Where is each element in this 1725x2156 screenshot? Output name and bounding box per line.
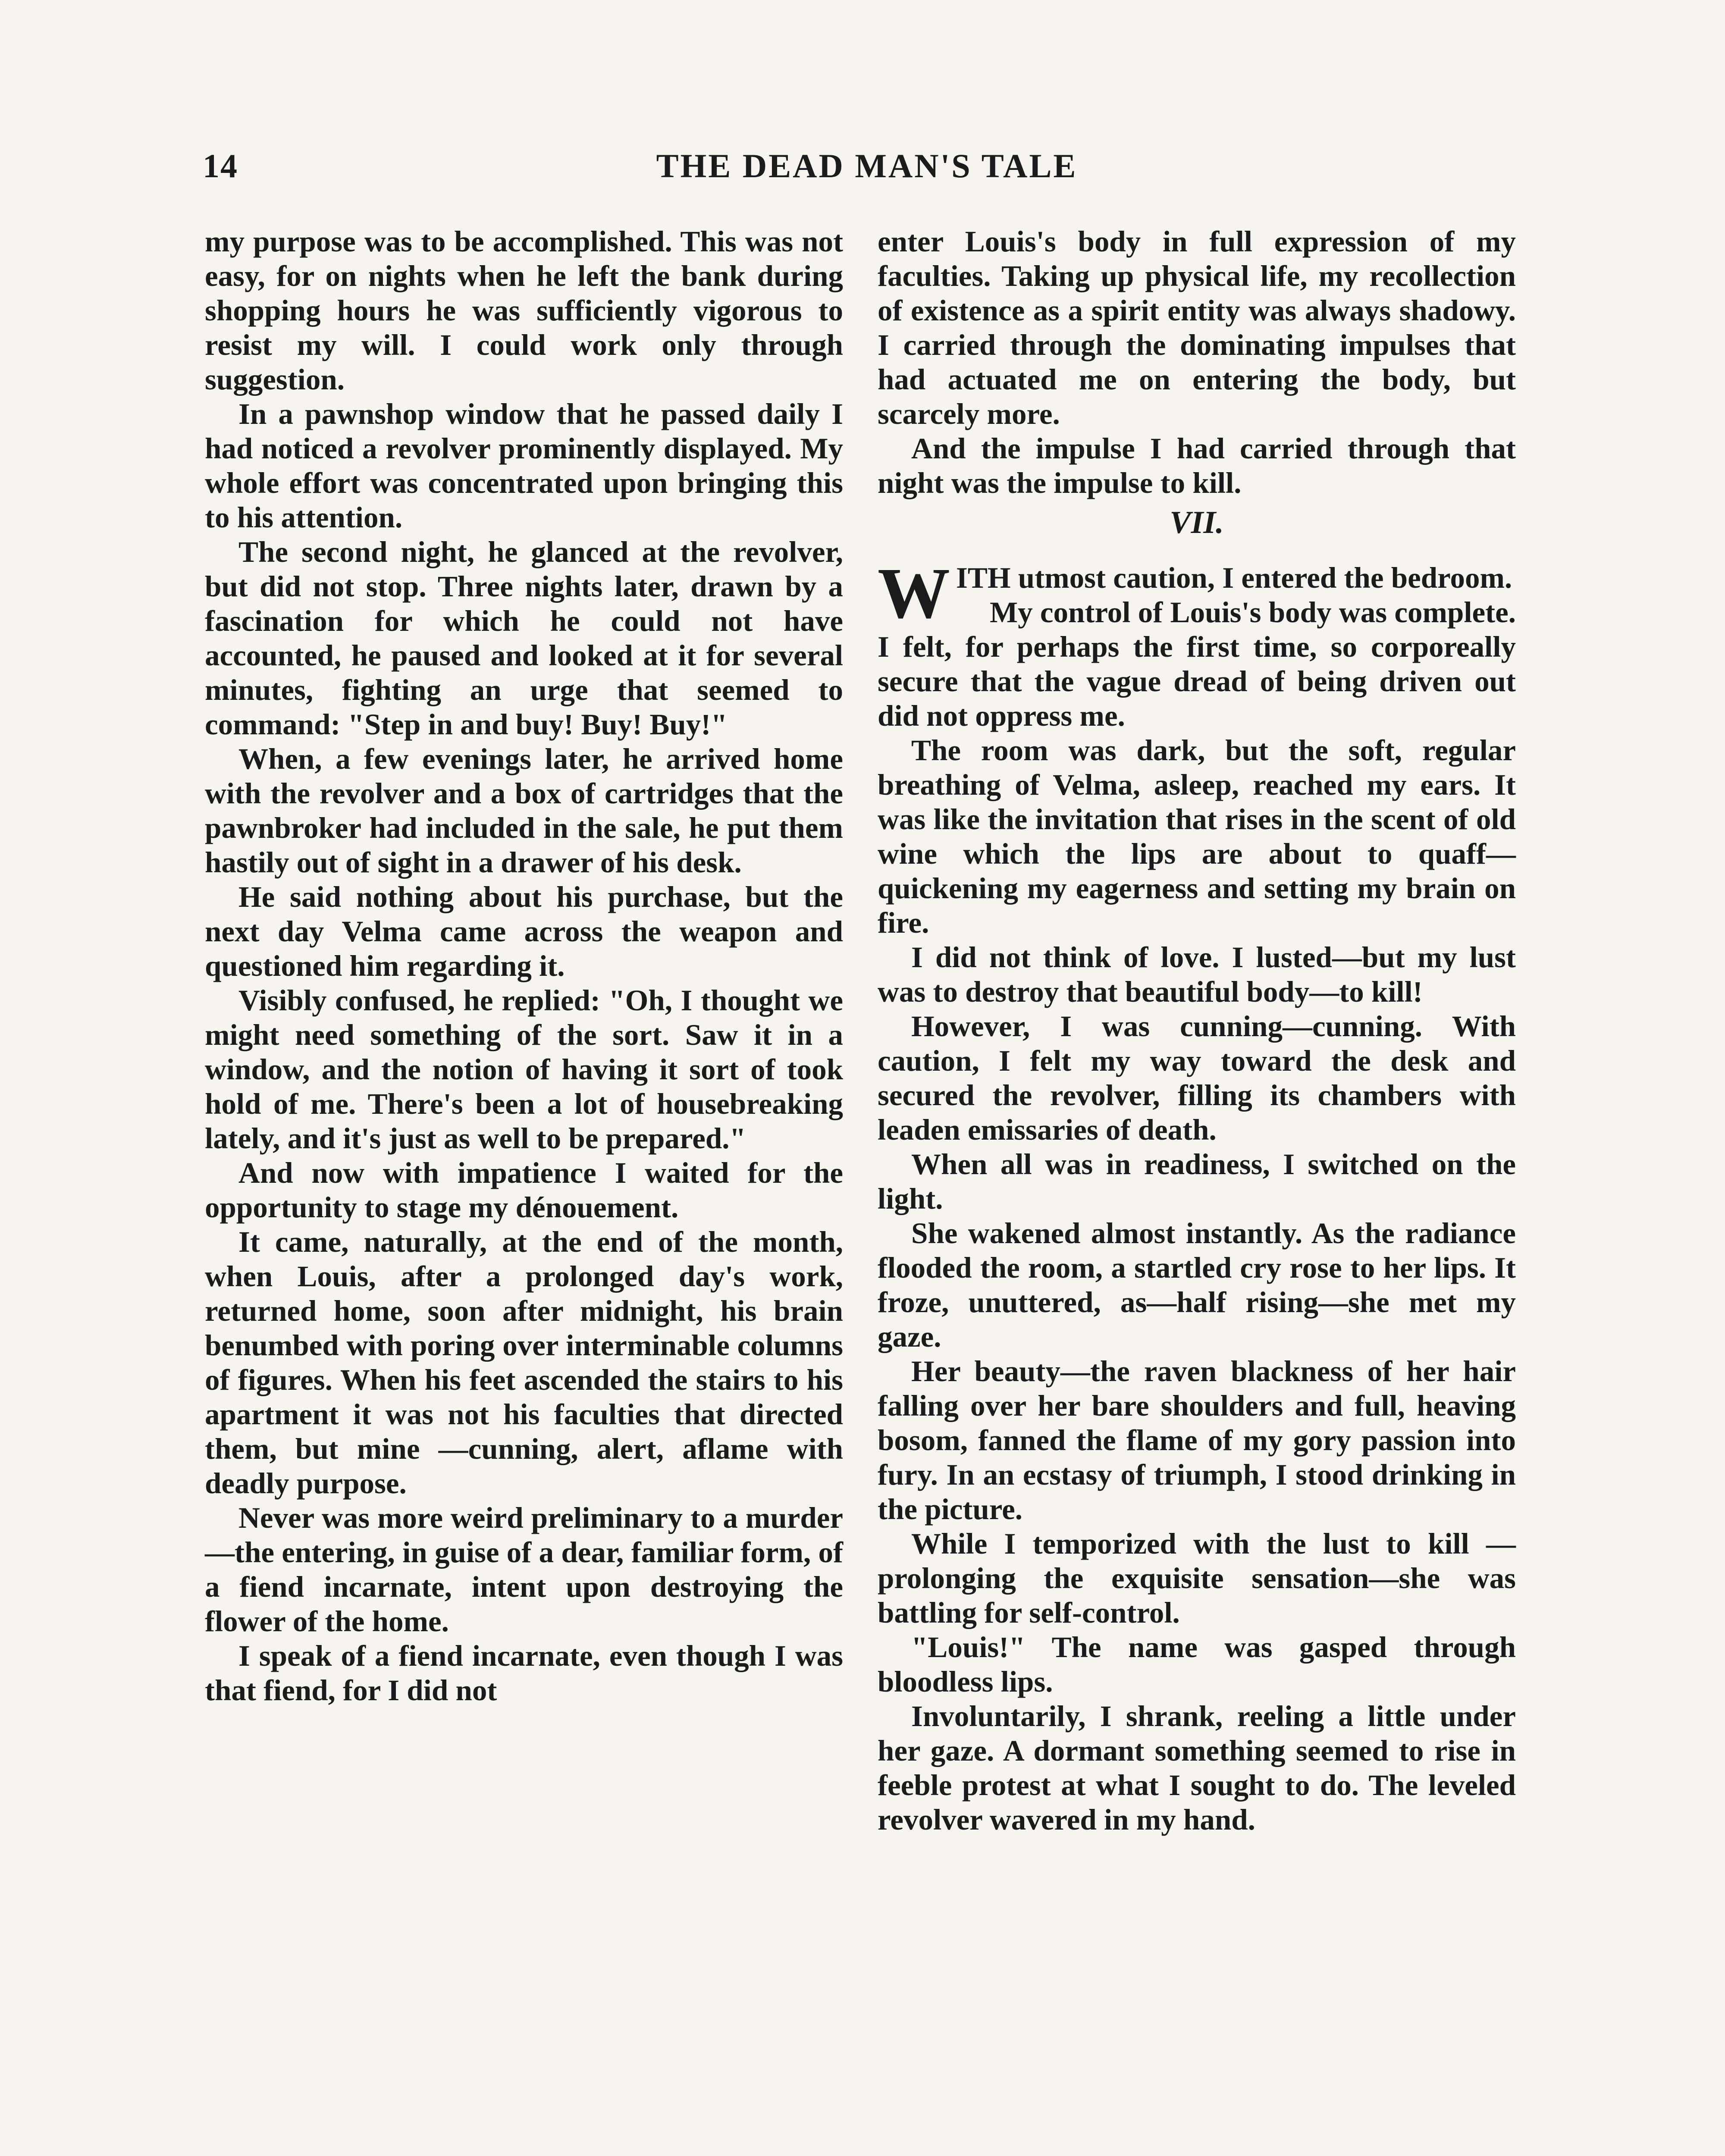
paragraph: In a pawnshop window that he passed daily I had noticed a revolver prominently displayed. My whole effort was concentrated upon bringing this to his attention. [205,398,843,534]
paragraph: He said nothing about his purchase, but the next day Velma came across the weapon and questioned him regarding it. [205,881,843,982]
paragraph: Never was more weird preliminary to a murder—the entering, in guise of a dear, familiar form, of a fiend incarnate, intent upon destroying the flower of the home. [205,1501,843,1638]
running-title: THE DEAD MAN'S TALE [656,147,1078,185]
drop-cap: W [878,553,950,633]
paragraph: Involuntarily, I shrank, reeling a little under her gaze. A dormant something seemed to rise in feeble protest at what I sought to do. The leveled revolver wavered in my hand. [878,1700,1516,1836]
paragraph: When all was in readiness, I switched on the light. [878,1148,1516,1215]
paragraph: enter Louis's body in full expression of my faculties. Taking up physical life, my recollection of existence as a spirit entity was always shadowy. I carried through the dominating impulses that had actuated me on entering the body, but scarcely more. [878,225,1516,430]
paragraph: I did not think of love. I lusted—but my lust was to destroy that beautiful body—to kill! [878,941,1516,1008]
paragraph: And the impulse I had carried through that night was the impulse to kill. [878,432,1516,499]
paragraph: "Louis!" The name was gasped through bloodless lips. [878,1631,1516,1698]
page-header [203,147,1531,194]
paragraph: Visibly confused, he replied: "Oh, I thought we might need something of the sort. Saw it in a window, and the notion of having it sort of took hold of me. There's been a lot of housebreaking lately, and it's just as well to be prepared." [205,984,843,1155]
right-column [878,224,1516,1837]
paragraph: I speak of a fiend incarnate, even though I was that fiend, for I did not [205,1639,843,1707]
section-heading: VII. [1170,505,1224,540]
paragraph: Her beauty—the raven blackness of her hair falling over her bare shoulders and full, heaving bosom, fanned the flame of my gory passion into fury. In an ecstasy of triumph, I stood drinking in the picture. [878,1355,1516,1526]
dropcap-paragraph-text: ITH utmost caution, I entered the bedroom. [956,561,1512,594]
paragraph: It came, naturally, at the end of the month, when Louis, after a prolonged day's work, returned home, soon after midnight, his brain benumbed with poring over interminable columns of figures. When his feet ascended the stairs to his apartment it was not his faculties that directed them, but mine —cunning, alert, aflame with deadly purpose. [205,1225,843,1500]
paragraph: While I temporized with the lust to kill — prolonging the exquisite sensation—she was battling for self-control. [878,1527,1516,1629]
paragraph: The room was dark, but the soft, regular breathing of Velma, asleep, reached my ears. It was like the invitation that rises in the scent of old wine which the lips are about to quaff—quickening my eagerness and setting my brain on fire. [878,734,1516,939]
paragraph: My control of Louis's body was complete. I felt, for perhaps the first time, so corporeally secure that the vague dread of being driven out did not oppress me. [878,596,1516,732]
page-number: 14 [203,147,238,185]
paragraph: However, I was cunning—cunning. With caution, I felt my way toward the desk and secured the revolver, filling its chambers with leaden emissaries of death. [878,1010,1516,1146]
paragraph: When, a few evenings later, he arrived home with the revolver and a box of cartridges that the pawnbroker had included in the sale, he put them hastily out of sight in a drawer of his desk. [205,743,843,879]
paragraph: She wakened almost instantly. As the radiance flooded the room, a startled cry rose to her lips. It froze, unuttered, as—half rising—she met my gaze. [878,1217,1516,1353]
paragraph: my purpose was to be accomplished. This was not easy, for on nights when he left the bank during shopping hours he was sufficiently vigorous to resist my will. I could work only through suggestion. [205,225,843,396]
paragraph: And now with impatience I waited for the opportunity to stage my dénouement. [205,1156,843,1224]
left-column [205,224,843,1708]
paragraph: The second night, he glanced at the revolver, but did not stop. Three nights later, drawn by a fascination for which he could not have accounted, he paused and looked at it for several minutes, fighting an urge that seemed to command: "Step in and buy! Buy! Buy!" [205,536,843,741]
dropcap-paragraph [878,553,1516,633]
